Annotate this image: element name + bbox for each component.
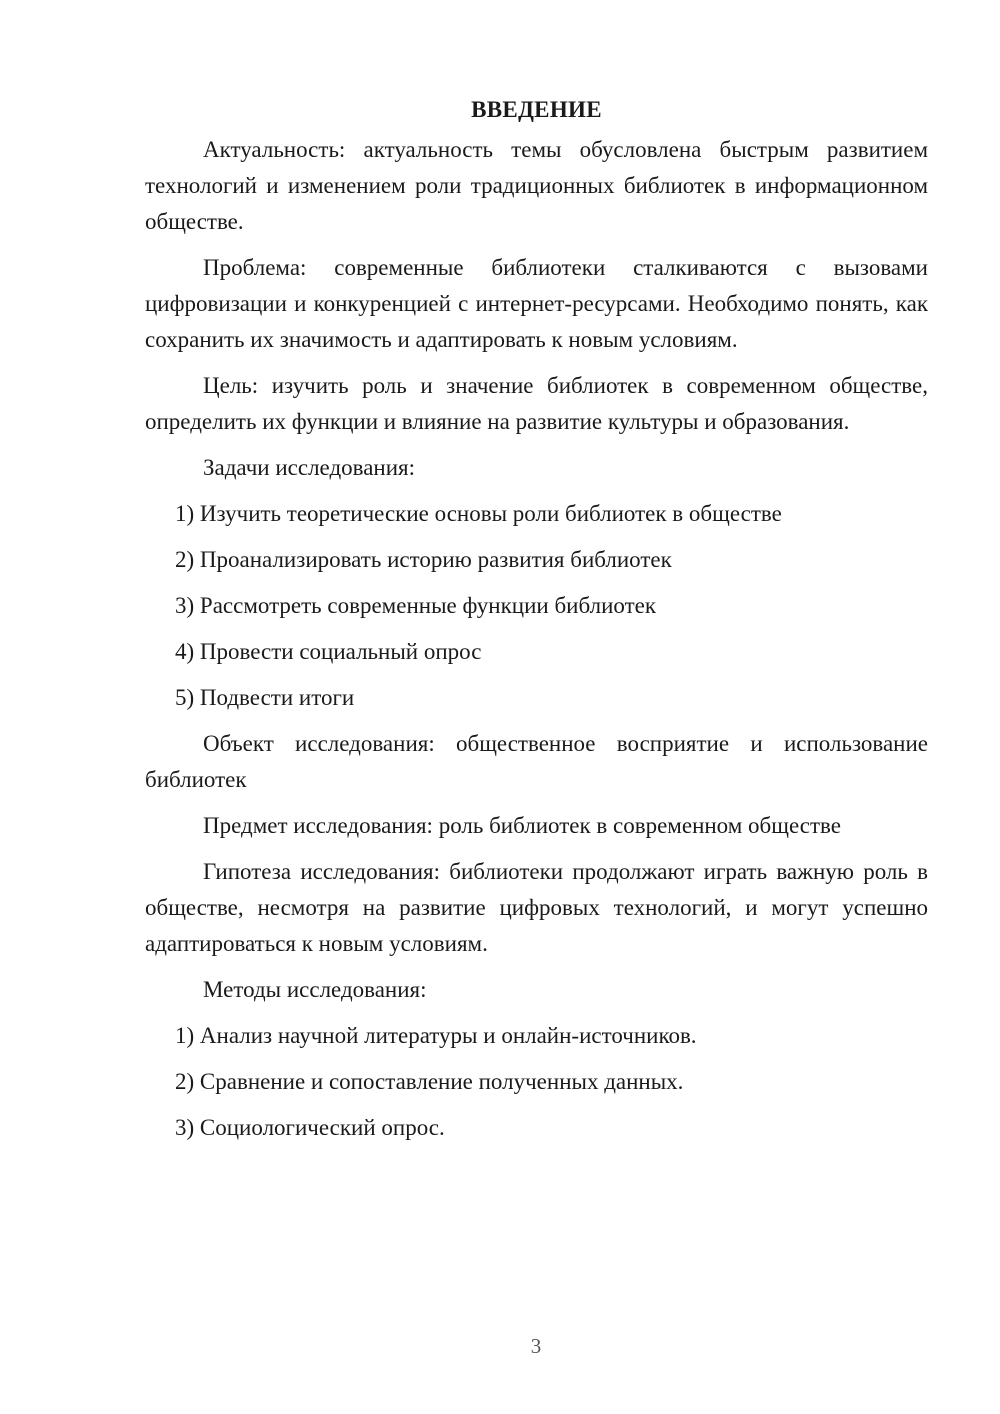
tasks-label: Задачи исследования: bbox=[203, 455, 416, 480]
method-item-1: 1) Анализ научной литературы и онлайн-источников. bbox=[175, 1023, 697, 1048]
task-item-1: 1) Изучить теоретические основы роли библиотек в обществе bbox=[175, 501, 782, 526]
method-item-3: 3) Социологический опрос. bbox=[175, 1115, 445, 1140]
problem-paragraph: Проблема: современные библиотеки сталкиваются с вызовами цифровизации и конкуренцией с интернет-ресурсами. Необходимо понять, как сохранить их значимость и адаптировать к новым условиям. bbox=[145, 255, 928, 352]
goal-paragraph: Цель: изучить роль и значение библиотек в современном обществе, определить их функции и влияние на развитие культуры и образования. bbox=[145, 373, 928, 434]
task-item-2: 2) Проанализировать историю развития библиотек bbox=[175, 547, 672, 572]
subject-paragraph: Предмет исследования: роль библиотек в современном обществе bbox=[203, 813, 841, 838]
method-item-2: 2) Сравнение и сопоставление полученных данных. bbox=[175, 1069, 684, 1094]
page-number: 3 bbox=[530, 1334, 542, 1358]
task-item-5: 5) Подвести итоги bbox=[175, 685, 355, 710]
section-heading: ВВЕДЕНИЕ bbox=[471, 97, 602, 122]
task-item-4: 4) Провести социальный опрос bbox=[175, 639, 482, 664]
document-page bbox=[145, 92, 928, 1156]
hypothesis-paragraph: Гипотеза исследования: библиотеки продолжают играть важную роль в обществе, несмотря на развитие цифровых технологий, и могут успешно адаптироваться к новым условиям. bbox=[145, 859, 928, 956]
task-item-3: 3) Рассмотреть современные функции библиотек bbox=[175, 593, 657, 618]
relevance-paragraph: Актуальность: актуальность темы обусловлена быстрым развитием технологий и изменением роли традиционных библиотек в информационном обществе. bbox=[145, 137, 928, 234]
object-paragraph: Объект исследования: общественное восприятие и использование библиотек bbox=[145, 731, 928, 792]
methods-label: Методы исследования: bbox=[203, 977, 427, 1002]
